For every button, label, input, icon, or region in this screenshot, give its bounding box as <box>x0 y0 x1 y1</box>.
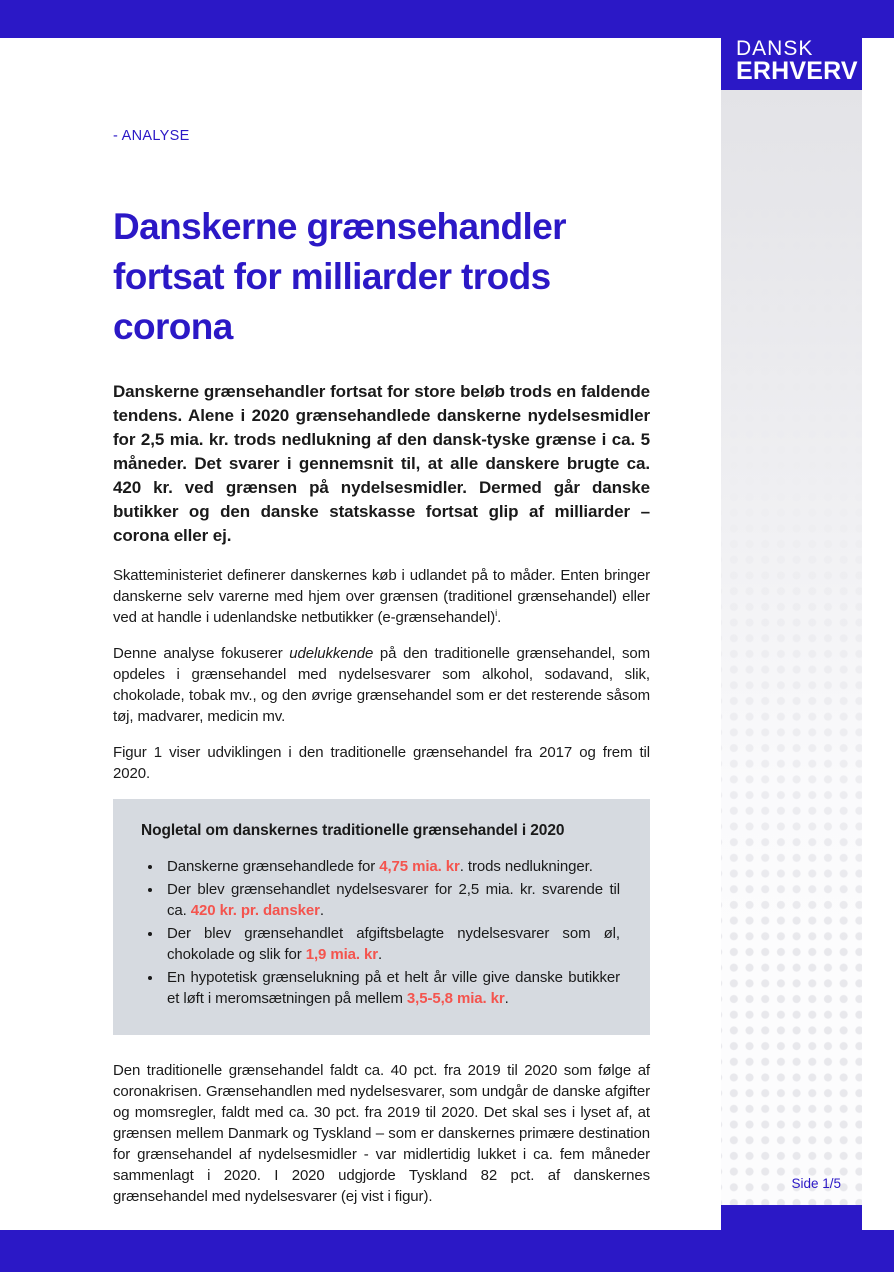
paragraph-analyse-fokus <box>113 643 650 727</box>
key-figure-text: . trods nedlukninger. <box>459 858 593 875</box>
key-figure-item <box>163 967 620 1010</box>
key-figure-highlight: 3,5-5,8 mia. kr <box>406 990 505 1007</box>
key-figure-text: En hypotetisk grænselukning på et helt år ville give danske butikker et løft i meromsætningen på mellem <box>167 968 620 1007</box>
key-figure-text: Danskerne grænsehandlede for <box>167 858 380 875</box>
bottom-brand-bar <box>0 1230 894 1272</box>
key-figure-text: Der blev grænsehandlet nydelsesvarer for 2,5 mia. kr. svarende til ca. <box>167 880 620 919</box>
key-figure-highlight: 420 kr. pr. dansker <box>190 902 320 919</box>
logo-word-dansk: DANSK <box>736 37 814 60</box>
key-figure-text: Der blev grænsehandlet afgiftsbelagte nydelsesvarer som øl, chokolade og slik for <box>167 924 620 963</box>
key-figures-box <box>113 799 650 1035</box>
paragraph-closing: Den traditionelle grænsehandel faldt ca. 40 pct. fra 2019 til 2020 som følge af coronakrisen. Grænsehandlen med nydelsesvarer, som undgår de danske afgifter og momsregler, faldt med ca. 30 pct. fra 2019 til 2020. Det skal ses i lyset af, at grænsen mellem Danmark og Tyskland – som er danskernes primære destination for grænsehandel af nydelsesmidler - var midlertidig lukket i ca. fem måneder sammenlagt i 2020. I 2020 udgjorde Tyskland 82 pct. af danskernes grænsehandel med nydelsesvarer (ej vist i figur). <box>113 1061 650 1205</box>
page-title-line-3: corona <box>113 306 233 347</box>
paragraph-skatteministeriet <box>113 565 650 628</box>
paragraph-analyse-italic: udelukkende <box>289 645 374 662</box>
document-body <box>113 0 650 1222</box>
paragraph-skatteministeriet-end: . <box>497 609 502 626</box>
dansk-erhverv-logo <box>721 0 862 90</box>
key-figure-highlight: 1,9 mia. kr <box>305 946 379 963</box>
paragraph-analyse-pre: Denne analyse fokuserer <box>113 645 290 662</box>
lead-paragraph: Danskerne grænsehandler fortsat for store beløb trods en faldende tendens. Alene i 2020 grænsehandlede danskerne nydelsesmidler for 2,5 mia. kr. trods nedlukning af den dansk-tyske grænse i ca. 5 måneder. Det svarer i gennemsnit til, at alle danskere brugte ca. 420 kr. ved grænsen på nydelsesmidler. Dermed går danske butikker og den danske statskasse fortsat glip af milliarder – corona eller ej. <box>113 382 650 545</box>
key-figures-title: Nogletal om danskernes traditionelle grænsehandel i 2020 <box>141 822 565 839</box>
page-title <box>113 202 650 352</box>
key-figure-text: . <box>504 990 509 1007</box>
analysis-kicker: - ANALYSE <box>113 128 190 144</box>
page-title-line-1: Danskerne grænsehandler <box>113 206 566 247</box>
key-figures-list <box>141 856 620 1010</box>
page-title-line-2: fortsat for milliarder trods <box>113 256 551 297</box>
key-figure-text: . <box>319 902 324 919</box>
paragraph-skatteministeriet-text: Skatteministeriet definerer danskernes køb i udlandet på to måder. Enten bringer danskerne selv varerne med hjem over grænsen (traditionel grænsehandel) eller ved at handle i udenlandske netbutikker (e-grænsehandel) <box>113 567 650 626</box>
paragraph-analyse-post: på den traditionelle grænsehandel, som opdeles i grænsehandel med nydelsesvarer som alkohol, sodavand, slik, chokolade, tobak mv., og den øvrige grænsehandel som er det resterende såsom tøj, madvarer, medicin mv. <box>113 645 650 725</box>
footnote-marker: i <box>495 608 498 619</box>
key-figure-item <box>163 923 620 966</box>
dotted-sidebar <box>721 90 862 1205</box>
key-figure-item <box>163 879 620 922</box>
key-figure-text: . <box>378 946 383 963</box>
key-figure-highlight: 4,75 mia. kr <box>379 858 460 875</box>
logo-word-erhverv: ERHVERV <box>736 57 858 85</box>
paragraph-figur-reference: Figur 1 viser udviklingen i den traditionelle grænsehandel fra 2017 og frem til 2020. <box>113 744 650 782</box>
page-number: Side 1/5 <box>791 1176 841 1191</box>
key-figure-item <box>163 856 620 878</box>
